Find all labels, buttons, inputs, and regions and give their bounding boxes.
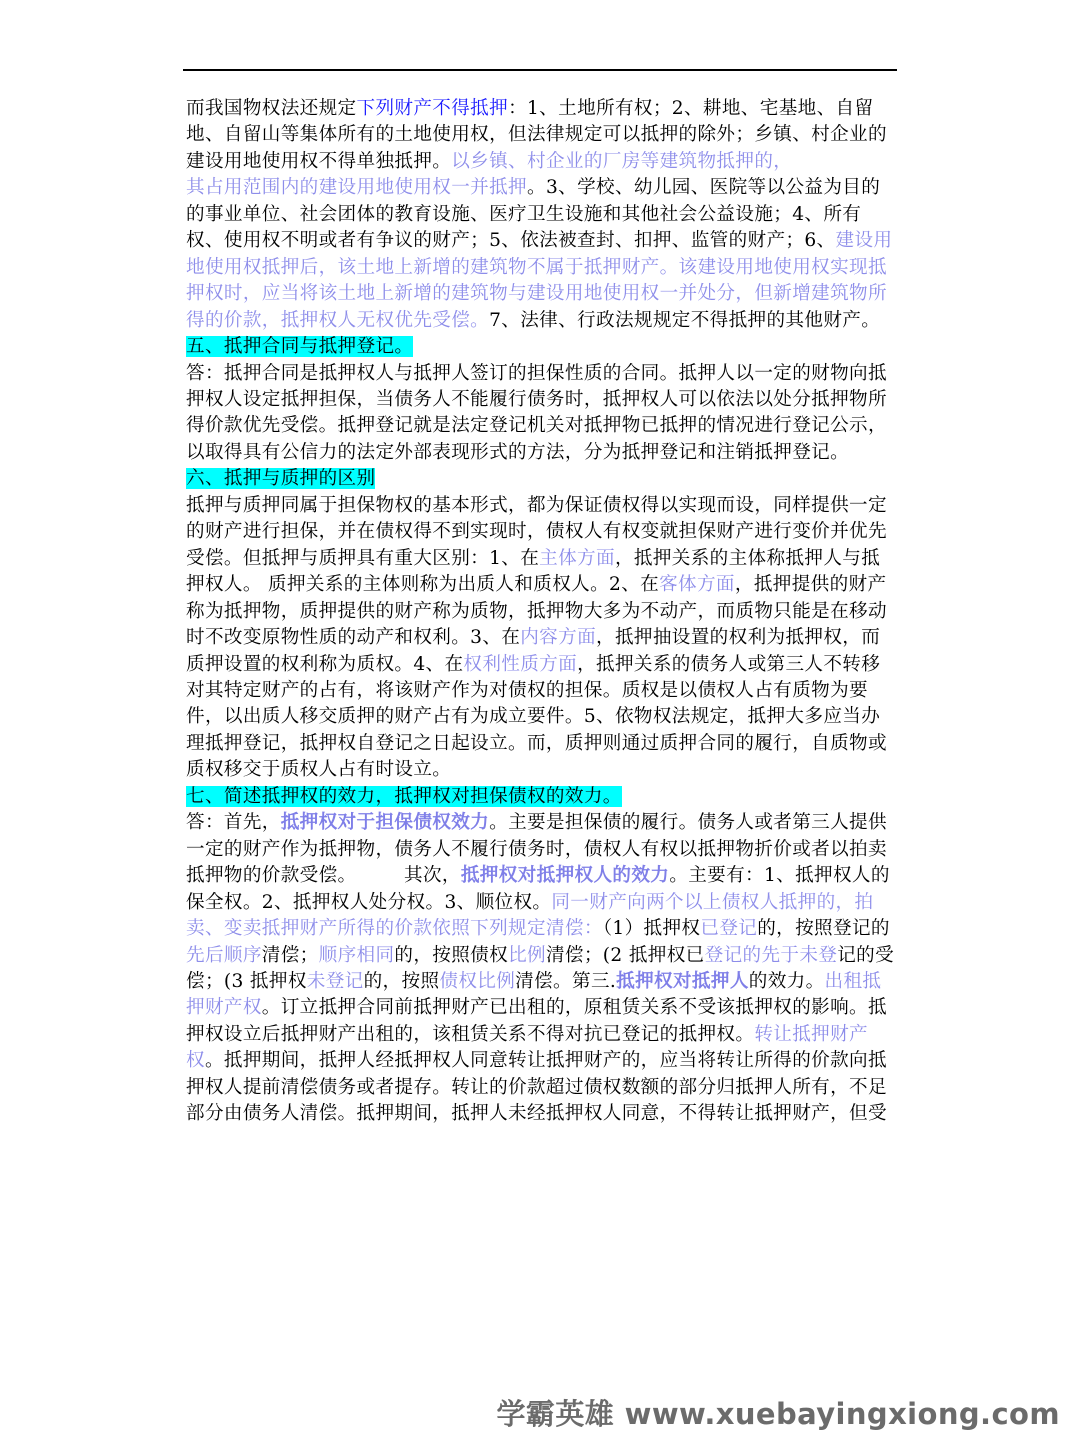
heading-section-5: 五、抵押合同与抵押登记。 <box>186 336 414 358</box>
header-rule <box>183 69 897 71</box>
paragraph-section-5: 答：抵押合同是抵押权人与抵押人签订的担保性质的合同。抵押人以一定的财物向抵押权人设定抵押担保，当债务人不能履行债务时，抵押权人可以依法以处分抵押物所得价款优先受偿。抵押登记就是法定登记机关对抵押物已抵押的情况进行登记公示，以取得具有公信力的法定外部表现形式的方法，分为抵押登记和注销抵押登记。 <box>186 362 887 463</box>
footer-watermark: 学霸英雄 www.xuebayingxiong.com <box>496 1397 1060 1431</box>
document-body <box>186 96 898 1128</box>
paragraph-prohibited-property: 而我国物权法还规定下列财产不得抵押：1、土地所有权；2、耕地、宅基地、自留地、自留山等集体所有的土地使用权，但法律规定可以抵押的除外；乡镇、村企业的建设用地使用权不得单独抵押。以乡镇、村企业的厂房等建筑物抵押的， 其占用范围内的建设用地使用权一并抵押。3、学校、幼儿园、医院等以公益为目的的事业单位、社会团体的教育设施、医疗卫生设施和其他社会公益设施；4、所有权、使用权不明或者有争议的财产；5、依法被查封、扣押、监管的财产；6、建设用地使用权抵押后，该土地上新增的建筑物不属于抵押财产。该建设用地使用权实现抵押权时，应当将该土地上新增的建筑物与建设用地使用权一并处分，但新增建筑物所得的价款，抵押权人无权优先受偿。7、法律、行政法规规定不得抵押的其他财产。 <box>186 98 893 331</box>
heading-section-7: 七、简述抵押权的效力，抵押权对担保债权的效力。 <box>186 785 622 807</box>
paragraph-section-6: 抵押与质押同属于担保物权的基本形式，都为保证债权得以实现而设，同样提供一定的财产进行担保，并在债权得不到实现时，债权人有权变就担保财产进行变价并优先受偿。但抵押与质押具有重大区别：1、在主体方面，抵押关系的主体称抵押人与抵押权人。 质押关系的主体则称为出质人和质权人。2、在客体方面，抵押提供的财产称为抵押物，质押提供的财产称为质物，抵押物大多为不动产，而质物只能是在移动时不改变原物性质的动产和权利。3、在内容方面，抵押抽设置的权利为抵押权，而质押设置的权利称为质权。4、在权利性质方面，抵押关系的债务人或第三人不转移对其特定财产的占有，将该财产作为对债权的担保。质权是以债权人占有质物为要件，以出质人移交质押的财产占有为成立要件。5、依物权法规定，抵押大多应当办理抵押登记，抵押权自登记之日起设立。而，质押则通过质押合同的履行，自质物或质权移交于质权人占有时设立。 <box>186 494 887 781</box>
heading-section-6: 六、抵押与质押的区别 <box>186 468 376 490</box>
paragraph-section-7: 答：首先，抵押权对于担保债权效力。主要是担保债的履行。债务人或者第三人提供一定的财产作为抵押物，债务人不履行债务时，债权人有权以抵押物折价或者以拍卖抵押物的价款受偿。 其次，抵押权对抵押权人的效力。主要有：1、抵押权人的保全权。2、抵押权人处分权。3、顺位权。同一财产向两个以上债权人抵押的，拍卖、变卖抵押财产所得的价款依照下列规定清偿：（1）抵押权已登记的，按照登记的先后顺序清偿；顺序相同的，按照债权比例清偿；(2 抵押权已登记的先于未登记的受偿；(3 抵押权未登记的，按照债权比例清偿。第三.抵押权对抵押人的效力。出租抵押财产权。订立抵押合同前抵押财产已出租的，原租赁关系不受该抵押权的影响。抵押权设立后抵押财产出租的，该租赁关系不得对抗已登记的抵押权。转让抵押财产权。抵押期间，抵押人经抵押权人同意转让抵押财产的，应当将转让所得的价款向抵押权人提前清偿债务或者提存。转让的价款超过债权数额的部分归抵押人所有，不足部分由债务人清偿。抵押期间，抵押人未经抵押权人同意，不得转让抵押财产，但受 <box>186 812 895 1125</box>
